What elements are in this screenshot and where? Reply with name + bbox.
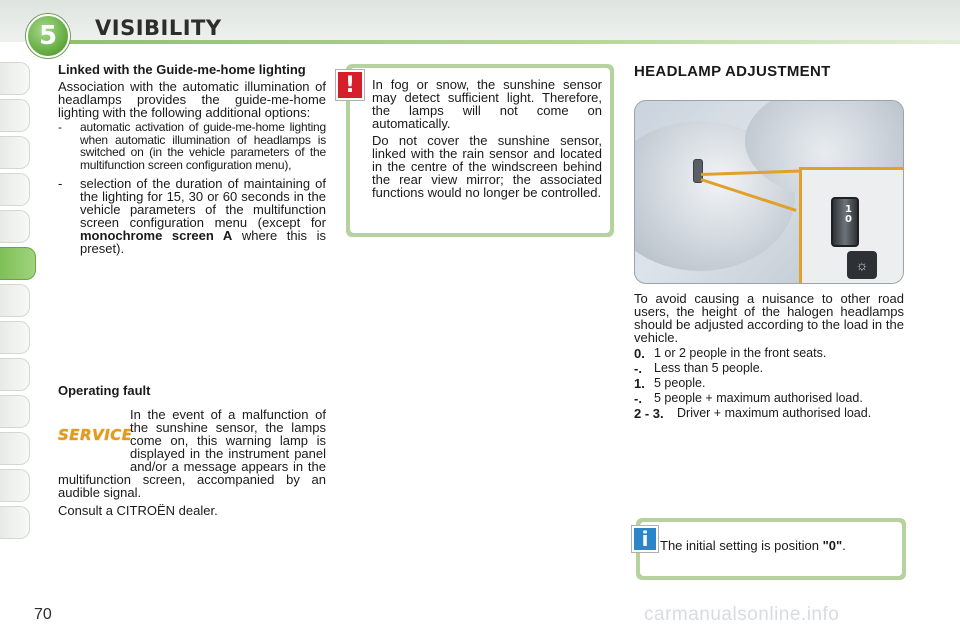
list-item — [634, 377, 904, 390]
info-content — [640, 522, 902, 576]
chapter-tabs — [0, 62, 34, 543]
chapter-tab[interactable] — [0, 136, 30, 169]
chapter-tab[interactable] — [0, 469, 30, 502]
position-key: 1. — [634, 376, 645, 391]
position-value: Driver + maximum authorised load. — [677, 406, 872, 420]
operating-fault-section — [58, 408, 326, 517]
guide-me-home-intro: Association with the automatic illumination of headlamps provides the guide-me-home lighting with the following additional options: — [58, 79, 326, 120]
warning-content — [350, 68, 610, 233]
chapter-tab[interactable] — [0, 432, 30, 465]
position-value: 1 or 2 people in the front seats. — [654, 346, 827, 360]
list-item — [634, 362, 904, 375]
dealer-note: Consult a CITROËN dealer. — [58, 503, 218, 518]
exclamation-icon: ! — [336, 70, 364, 100]
chapter-tab[interactable] — [0, 506, 30, 539]
list-item — [634, 407, 904, 420]
chapter-badge: 5 — [26, 14, 70, 58]
chapter-tab[interactable] — [0, 99, 30, 132]
chapter-tab[interactable] — [0, 210, 30, 243]
chapter-tab[interactable] — [0, 395, 30, 428]
chapter-tab[interactable] — [0, 173, 30, 206]
headlamp-adjustment-heading: HEADLAMP ADJUSTMENT — [634, 63, 831, 80]
position-key: 2 - 3. — [634, 406, 664, 421]
page-title: VISIBILITY — [95, 16, 222, 40]
guide-me-home-heading: Linked with the Guide-me-home lighting — [58, 62, 306, 77]
list-item — [634, 392, 904, 405]
info-bold-text: "0" — [822, 538, 843, 553]
service-warning-icon — [58, 408, 133, 462]
positions-list — [634, 347, 904, 420]
position-value: 5 people. — [654, 376, 706, 390]
operating-fault-heading: Operating fault — [58, 383, 151, 398]
service-icon-label: SERVICE — [58, 425, 133, 444]
warning-paragraph: Do not cover the sunshine sensor, linked with the rain sensor and located in the centre of the windscreen behind the rear view mirror; the associated functions would no longer be controlled. — [372, 133, 602, 200]
position-key: -. — [634, 391, 642, 406]
bullet-bold-text: monochrome screen A — [80, 228, 233, 243]
position-key: 0. — [634, 346, 645, 361]
chapter-tab[interactable] — [0, 284, 30, 317]
fault-description: In the event of a malfunction of the sunshine sensor, the lamps come on, this warning lamp is displayed in the instrument panel and/or a message appears in the multifunction screen, accompanied by an audible signal. — [58, 407, 326, 500]
info-icon: i — [632, 526, 658, 552]
list-item: - automatic activation of guide-me-home lighting when automatic illumination of headlamps is switched on (in the vehicle parameters of the multifunction screen configuration menu), — [58, 121, 326, 171]
info-text-end: . — [842, 538, 846, 553]
position-key: -. — [634, 361, 642, 376]
wheel-label-1: 1 — [845, 204, 852, 215]
chapter-tab[interactable] — [0, 358, 30, 391]
headlamp-control-photo — [634, 100, 904, 284]
warning-box — [346, 64, 614, 237]
right-column — [634, 292, 904, 422]
info-box — [636, 518, 906, 580]
left-column — [58, 63, 326, 261]
info-text: The initial setting is position — [660, 538, 823, 553]
chapter-tab[interactable] — [0, 62, 30, 95]
position-value: Less than 5 people. — [654, 361, 764, 375]
page-number: 70 — [34, 606, 52, 623]
chapter-tab[interactable] — [0, 321, 30, 354]
wheel-labels — [845, 205, 852, 225]
header-rule — [40, 40, 960, 44]
chapter-tab-active[interactable] — [0, 247, 36, 280]
bullet-text: selection of the duration of maintaining of the lighting for 15, 30 or 60 seconds in the vehicle parameters of the multifunction screen configuration menu (except for — [80, 176, 326, 230]
headlamp-intro: To avoid causing a nuisance to other road users, the height of the halogen headlamps should be adjusted according to the load in the vehicle. — [634, 291, 904, 345]
options-list — [58, 121, 326, 255]
position-value: 5 people + maximum authorised load. — [654, 391, 863, 405]
headlamp-icon: ☼ — [847, 251, 877, 279]
bullet-text-end: where this is preset). — [80, 228, 326, 256]
warning-paragraph: In fog or snow, the sunshine sensor may detect sufficient light. Therefore, the lamps will not come on automatically. — [372, 77, 602, 131]
list-item — [58, 177, 326, 255]
list-item — [634, 347, 904, 360]
wheel-label-0: 0 — [845, 214, 852, 225]
watermark: carmanualsonline.info — [644, 604, 840, 625]
